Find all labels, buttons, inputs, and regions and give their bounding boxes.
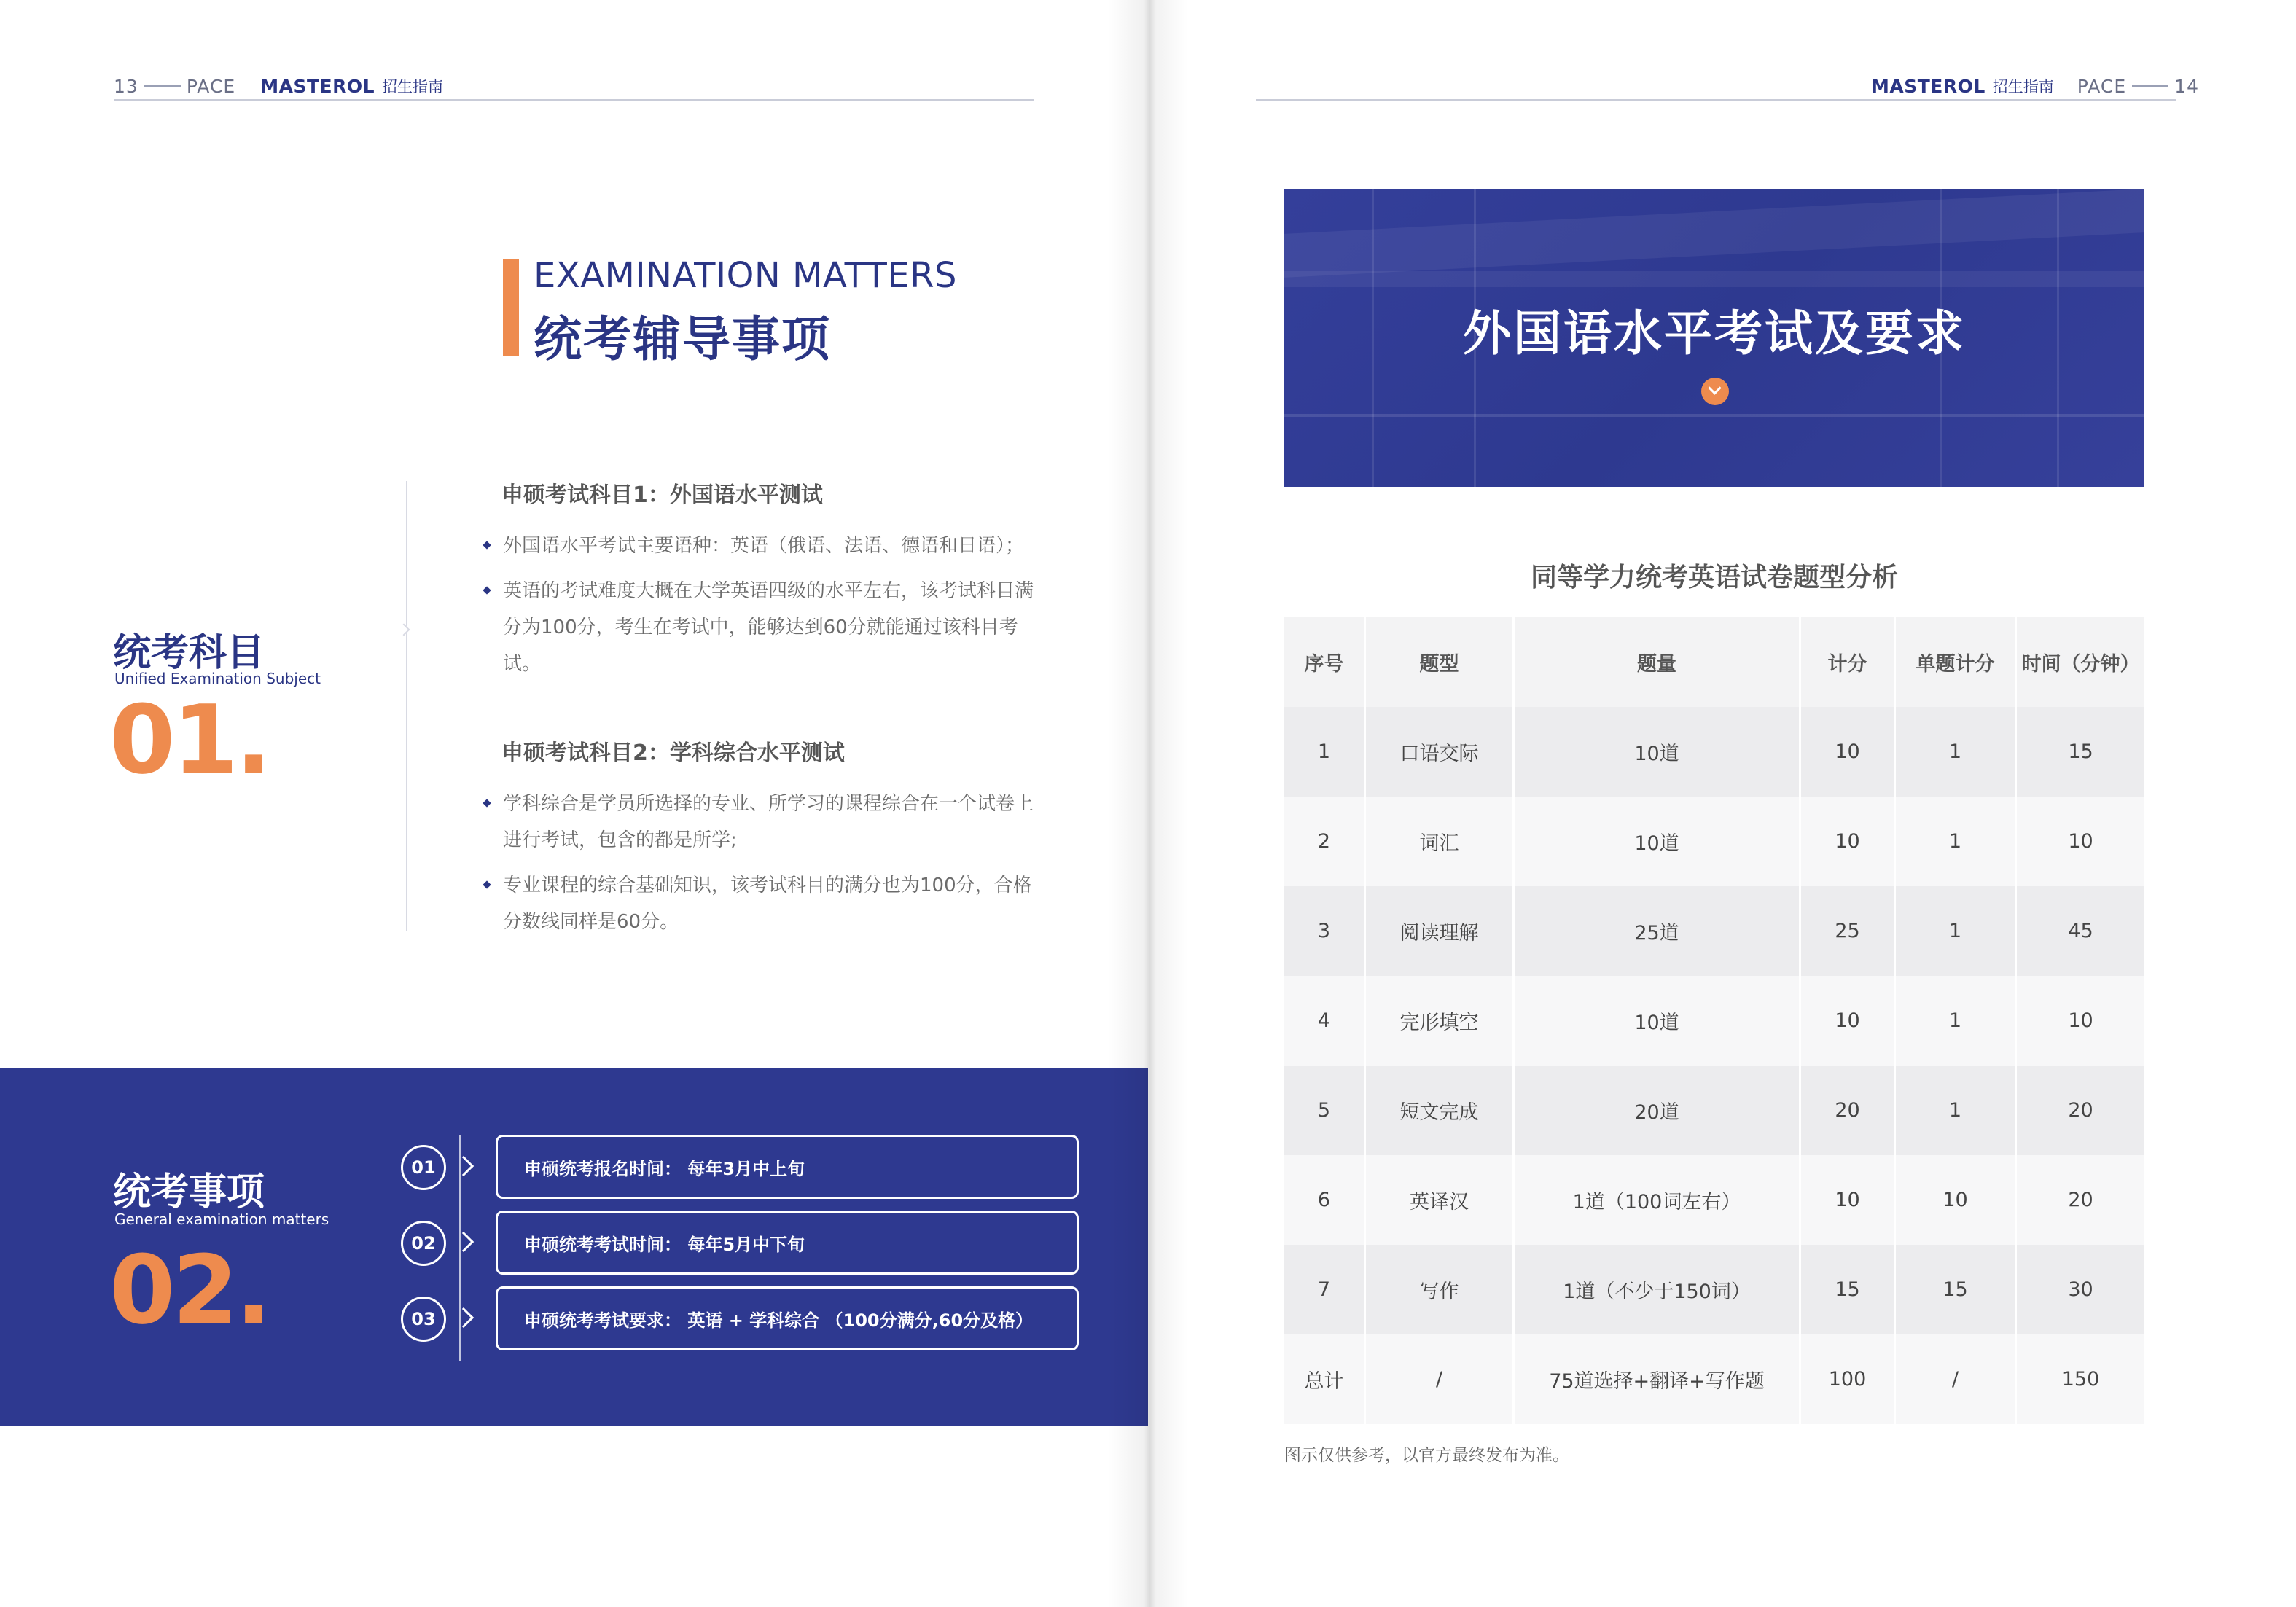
table-cell: 1	[1896, 886, 2017, 976]
brand-logo: MASTEROL	[1871, 75, 1985, 97]
bullet-list	[501, 786, 1041, 940]
table-cell: 1	[1896, 976, 2017, 1066]
hero-title: 外国语水平考试及要求	[1463, 305, 1966, 361]
table-cell: 6	[1284, 1155, 1366, 1245]
table-row	[1284, 797, 2144, 886]
table-cell: 10	[2017, 976, 2144, 1066]
column-header: 序号	[1284, 617, 1366, 707]
table-cell: 1	[1896, 1066, 2017, 1155]
table-cell: 10	[1801, 797, 1896, 886]
table-cell: /	[1896, 1334, 2017, 1424]
chevron-right-icon	[453, 1232, 474, 1252]
table-cell: 10道	[1515, 797, 1801, 886]
table-cell: 1道（100词左右）	[1515, 1155, 1801, 1245]
table-cell: 4	[1284, 976, 1366, 1066]
hero-beam	[1284, 271, 2144, 287]
table-cell: 10	[1801, 976, 1896, 1066]
subject-heading: 申硕考试科目2：学科综合水平测试	[501, 740, 845, 766]
table-row	[1284, 1155, 2144, 1245]
chevron-right-icon	[453, 1156, 474, 1176]
bullet-list	[501, 528, 1041, 682]
guide-label: 招生指南	[382, 78, 444, 95]
table-row	[1284, 886, 2144, 976]
table-cell: 30	[2017, 1245, 2144, 1334]
table-cell: 1	[1896, 707, 2017, 797]
table-total-row	[1284, 1334, 2144, 1424]
bullet-diamond-icon	[483, 541, 491, 549]
bullet-item: 专业课程的综合基础知识，该考试科目的满分也为100分，合格分数线同样是60分。	[501, 867, 1041, 940]
table-cell: 5	[1284, 1066, 1366, 1155]
column-header: 时间（分钟）	[2017, 617, 2144, 707]
hero-banner	[1284, 189, 2144, 487]
table-cell: 词汇	[1366, 797, 1515, 886]
step-text: 申硕统考报名时间： 每年3月中上旬	[496, 1135, 1079, 1199]
section-title-cn: 统考辅导事项	[534, 311, 831, 367]
table-cell: 25	[1801, 886, 1896, 976]
matters-number: 02.	[109, 1235, 269, 1345]
table-row	[1284, 976, 2144, 1066]
subject-number: 01.	[109, 684, 269, 795]
step-text: 申硕统考考试时间： 每年5月中下旬	[496, 1211, 1079, 1275]
header-rule	[114, 99, 1034, 101]
table-cell: 1道（不少于150词）	[1515, 1245, 1801, 1334]
table-cell: 10	[2017, 797, 2144, 886]
table-cell: 45	[2017, 886, 2144, 976]
table-cell: 阅读理解	[1366, 886, 1515, 976]
subject-block-1	[501, 477, 1041, 691]
right-running-header	[1871, 70, 2199, 102]
subject-title-cn: 统考科目	[113, 631, 265, 675]
column-header: 题量	[1515, 617, 1801, 707]
column-header: 计分	[1801, 617, 1896, 707]
table-cell: 2	[1284, 797, 1366, 886]
section-title-en: EXAMINATION MATTERS	[534, 255, 958, 296]
step-text: 申硕统考考试要求： 英语 + 学科综合 （100分满分,60分及格）	[496, 1286, 1079, 1350]
matters-title-en: General examination matters	[114, 1211, 329, 1228]
table-cell: 3	[1284, 886, 1366, 976]
bullet-item: 英语的考试难度大概在大学英语四级的水平左右，该考试科目满分为100分，考生在考试中，能够达到60分就能通过该科目考试。	[501, 573, 1041, 682]
table-cell: 10	[1896, 1155, 2017, 1245]
table-cell: 20	[2017, 1155, 2144, 1245]
exam-table	[1284, 617, 2144, 1424]
table-row	[1284, 1245, 2144, 1334]
header-dash	[144, 85, 181, 87]
table-cell: 口语交际	[1366, 707, 1515, 797]
left-running-header	[114, 70, 443, 102]
divider-line	[406, 481, 407, 931]
table-title: 同等学力统考英语试卷题型分析	[1530, 563, 1898, 593]
column-header: 题型	[1366, 617, 1515, 707]
bullet-diamond-icon	[483, 799, 491, 807]
table-cell: 总计	[1284, 1334, 1366, 1424]
table-cell: 15	[1801, 1245, 1896, 1334]
matters-band	[0, 1068, 1148, 1426]
table-header-row	[1284, 617, 2144, 707]
step-item	[401, 1135, 1079, 1200]
page-number: 14	[2174, 75, 2200, 97]
table-cell: 短文完成	[1366, 1066, 1515, 1155]
bullet-diamond-icon	[483, 880, 491, 888]
table-cell: 10	[1801, 707, 1896, 797]
table-cell: 1	[1284, 707, 1366, 797]
subject-block-2	[501, 735, 1041, 949]
page-number: 13	[114, 75, 138, 97]
matters-title-cn: 统考事项	[113, 1170, 265, 1214]
pace-label: PACE	[2077, 75, 2127, 97]
table-row	[1284, 1066, 2144, 1155]
table-cell: 75道选择+翻译+写作题	[1515, 1334, 1801, 1424]
table-cell: 英译汉	[1366, 1155, 1515, 1245]
step-number: 03	[401, 1297, 446, 1342]
table-row	[1284, 707, 2144, 797]
chevron-right-icon	[453, 1307, 474, 1328]
table-cell: 7	[1284, 1245, 1366, 1334]
footnote: 图示仅供参考，以官方最终发布为准。	[1284, 1446, 1569, 1465]
chevron-down-icon	[1701, 378, 1729, 405]
pace-label: PACE	[186, 75, 236, 97]
table-cell: 1	[1896, 797, 2017, 886]
subject-title-en: Unified Examination Subject	[114, 670, 321, 687]
step-number: 01	[401, 1145, 446, 1190]
column-header: 单题计分	[1896, 617, 2017, 707]
table-cell: 100	[1801, 1334, 1896, 1424]
table-cell: 20	[1801, 1066, 1896, 1155]
table-cell: 25道	[1515, 886, 1801, 976]
table-cell: 写作	[1366, 1245, 1515, 1334]
step-item	[401, 1286, 1079, 1352]
accent-bar	[503, 259, 519, 356]
table-cell: 150	[2017, 1334, 2144, 1424]
step-number: 02	[401, 1221, 446, 1266]
table-cell: 10道	[1515, 707, 1801, 797]
table-cell: 10	[1801, 1155, 1896, 1245]
table-cell: 15	[1896, 1245, 2017, 1334]
hero-floor	[1284, 414, 2144, 417]
table-cell: 10道	[1515, 976, 1801, 1066]
table-cell: /	[1366, 1334, 1515, 1424]
step-item	[401, 1211, 1079, 1276]
right-page	[1148, 0, 2296, 1607]
bullet-diamond-icon	[483, 586, 491, 594]
divider-notch	[398, 624, 410, 636]
table-cell: 完形填空	[1366, 976, 1515, 1066]
table-cell: 15	[2017, 707, 2144, 797]
guide-label: 招生指南	[1992, 78, 2054, 95]
header-dash	[2132, 85, 2168, 87]
bullet-item: 学科综合是学员所选择的专业、所学习的课程综合在一个试卷上进行考试，包含的都是所学;	[501, 786, 1041, 859]
header-rule	[1256, 99, 2176, 101]
brand-logo: MASTEROL	[260, 75, 375, 97]
table-cell: 20	[2017, 1066, 2144, 1155]
bullet-item: 外国语水平考试主要语种：英语（俄语、法语、德语和日语）；	[501, 528, 1041, 564]
table-cell: 20道	[1515, 1066, 1801, 1155]
subject-heading: 申硕考试科目1：外国语水平测试	[501, 482, 823, 508]
hero-beam	[1284, 189, 2144, 278]
